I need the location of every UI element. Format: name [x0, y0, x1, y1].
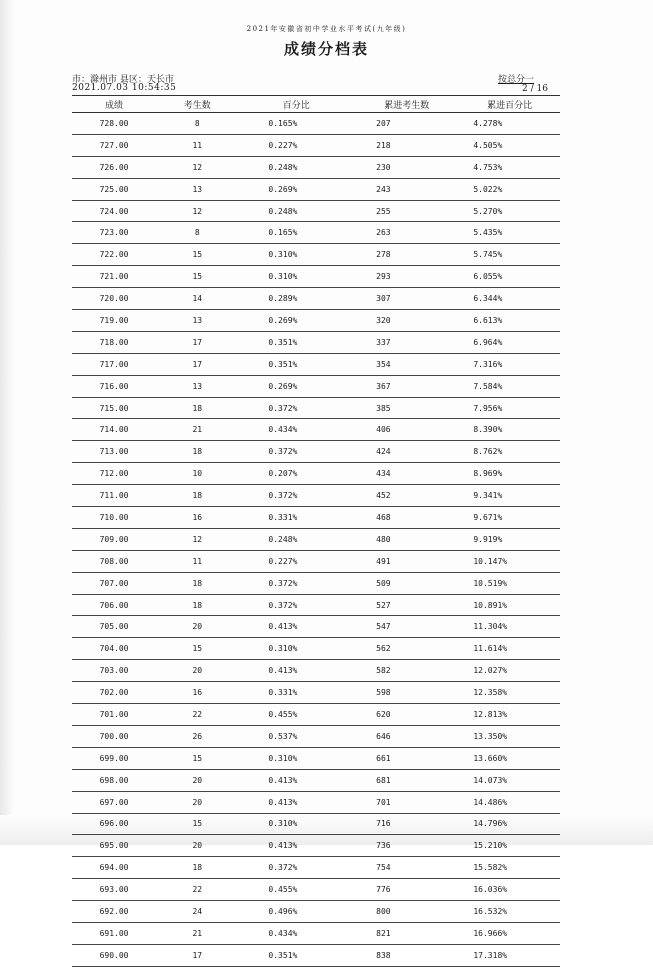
cumulative-count-cell: 207 [354, 113, 459, 135]
count-cell: 17 [156, 944, 238, 966]
score-cell: 703.00 [72, 660, 156, 682]
percent-cell: 0.455% [238, 879, 354, 901]
column-header-percent: 百分比 [238, 96, 354, 113]
score-cell: 700.00 [72, 725, 156, 747]
percent-cell: 0.372% [238, 572, 354, 594]
count-cell: 8 [156, 113, 238, 135]
cumulative-count-cell: 255 [354, 200, 459, 222]
score-cell: 724.00 [72, 200, 156, 222]
cumulative-count-cell: 562 [354, 638, 459, 660]
cumulative-count-cell: 320 [354, 310, 459, 332]
cumulative-percent-cell: 6.055% [459, 266, 560, 288]
table-row [72, 725, 560, 747]
table-row [72, 507, 560, 529]
percent-cell: 0.372% [238, 594, 354, 616]
count-cell: 12 [156, 528, 238, 550]
score-cell: 722.00 [72, 244, 156, 266]
table-row [72, 441, 560, 463]
score-cell: 711.00 [72, 485, 156, 507]
score-cell: 727.00 [72, 134, 156, 156]
percent-cell: 0.289% [238, 288, 354, 310]
count-cell: 18 [156, 572, 238, 594]
score-cell: 728.00 [72, 113, 156, 135]
cumulative-percent-cell: 12.813% [459, 704, 560, 726]
table-row [72, 397, 560, 419]
cumulative-count-cell: 838 [354, 944, 459, 966]
percent-cell: 0.413% [238, 769, 354, 791]
cumulative-percent-cell: 8.762% [459, 441, 560, 463]
percent-cell: 0.269% [238, 375, 354, 397]
score-distribution-table [72, 95, 560, 967]
table-row [72, 331, 560, 353]
count-cell: 15 [156, 244, 238, 266]
cumulative-percent-cell: 6.613% [459, 310, 560, 332]
score-cell: 718.00 [72, 331, 156, 353]
percent-cell: 0.537% [238, 725, 354, 747]
cumulative-count-cell: 243 [354, 178, 459, 200]
count-cell: 21 [156, 419, 238, 441]
page-indicator: 2 / 16 [522, 84, 548, 94]
count-cell: 16 [156, 507, 238, 529]
percent-cell: 0.227% [238, 134, 354, 156]
cumulative-count-cell: 681 [354, 769, 459, 791]
cumulative-percent-cell: 15.582% [459, 857, 560, 879]
count-cell: 20 [156, 791, 238, 813]
score-cell: 702.00 [72, 682, 156, 704]
score-cell: 723.00 [72, 222, 156, 244]
count-cell: 21 [156, 922, 238, 944]
score-cell: 709.00 [72, 528, 156, 550]
score-cell: 695.00 [72, 835, 156, 857]
cumulative-count-cell: 701 [354, 791, 459, 813]
percent-cell: 0.372% [238, 485, 354, 507]
cumulative-percent-cell: 5.270% [459, 200, 560, 222]
score-cell: 698.00 [72, 769, 156, 791]
cumulative-count-cell: 480 [354, 528, 459, 550]
percent-cell: 0.434% [238, 922, 354, 944]
table-row [72, 769, 560, 791]
score-cell: 708.00 [72, 550, 156, 572]
cumulative-percent-cell: 4.753% [459, 156, 560, 178]
cumulative-count-cell: 547 [354, 616, 459, 638]
page-title: 成绩分档表 [283, 40, 369, 58]
score-cell: 712.00 [72, 463, 156, 485]
cumulative-percent-cell: 10.519% [459, 572, 560, 594]
cumulative-count-cell: 661 [354, 747, 459, 769]
table-row [72, 594, 560, 616]
table-header-row [72, 96, 560, 113]
cumulative-percent-cell: 9.671% [459, 507, 560, 529]
table-body [72, 113, 560, 967]
percent-cell: 0.372% [238, 397, 354, 419]
table-row [72, 835, 560, 857]
percent-cell: 0.310% [238, 266, 354, 288]
cumulative-percent-cell: 14.486% [459, 791, 560, 813]
cumulative-count-cell: 800 [354, 901, 459, 923]
score-cell: 694.00 [72, 857, 156, 879]
cumulative-percent-cell: 10.891% [459, 594, 560, 616]
count-cell: 15 [156, 638, 238, 660]
cumulative-count-cell: 646 [354, 725, 459, 747]
cumulative-percent-cell: 7.316% [459, 353, 560, 375]
cumulative-percent-cell: 12.358% [459, 682, 560, 704]
percent-cell: 0.413% [238, 660, 354, 682]
cumulative-percent-cell: 15.210% [459, 835, 560, 857]
percent-cell: 0.413% [238, 835, 354, 857]
count-cell: 18 [156, 397, 238, 419]
cumulative-percent-cell: 6.964% [459, 331, 560, 353]
table-row [72, 375, 560, 397]
score-cell: 714.00 [72, 419, 156, 441]
table-row [72, 419, 560, 441]
count-cell: 15 [156, 747, 238, 769]
cumulative-count-cell: 230 [354, 156, 459, 178]
score-cell: 699.00 [72, 747, 156, 769]
percent-cell: 0.496% [238, 901, 354, 923]
score-cell: 725.00 [72, 178, 156, 200]
percent-cell: 0.310% [238, 638, 354, 660]
table-row [72, 857, 560, 879]
cumulative-count-cell: 263 [354, 222, 459, 244]
count-cell: 18 [156, 485, 238, 507]
table-row [72, 901, 560, 923]
percent-cell: 0.331% [238, 682, 354, 704]
score-cell: 701.00 [72, 704, 156, 726]
table-row [72, 113, 560, 135]
cumulative-count-cell: 468 [354, 507, 459, 529]
count-cell: 8 [156, 222, 238, 244]
cumulative-percent-cell: 8.969% [459, 463, 560, 485]
count-cell: 20 [156, 616, 238, 638]
table-row [72, 922, 560, 944]
percent-cell: 0.269% [238, 178, 354, 200]
count-cell: 13 [156, 310, 238, 332]
percent-cell: 0.413% [238, 616, 354, 638]
column-header-score: 成绩 [72, 96, 156, 113]
cumulative-percent-cell: 7.584% [459, 375, 560, 397]
percent-cell: 0.310% [238, 813, 354, 835]
count-cell: 12 [156, 156, 238, 178]
score-cell: 707.00 [72, 572, 156, 594]
cumulative-count-cell: 582 [354, 660, 459, 682]
cumulative-percent-cell: 17.318% [459, 944, 560, 966]
count-cell: 17 [156, 331, 238, 353]
count-cell: 13 [156, 178, 238, 200]
cumulative-count-cell: 367 [354, 375, 459, 397]
percent-cell: 0.227% [238, 550, 354, 572]
score-cell: 697.00 [72, 791, 156, 813]
percent-cell: 0.269% [238, 310, 354, 332]
percent-cell: 0.248% [238, 156, 354, 178]
count-cell: 11 [156, 134, 238, 156]
cumulative-percent-cell: 9.919% [459, 528, 560, 550]
cumulative-percent-cell: 6.344% [459, 288, 560, 310]
table-row [72, 704, 560, 726]
cumulative-percent-cell: 10.147% [459, 550, 560, 572]
score-cell: 713.00 [72, 441, 156, 463]
cumulative-count-cell: 434 [354, 463, 459, 485]
cumulative-count-cell: 424 [354, 441, 459, 463]
cumulative-percent-cell: 5.435% [459, 222, 560, 244]
count-cell: 18 [156, 441, 238, 463]
table-row [72, 528, 560, 550]
score-cell: 715.00 [72, 397, 156, 419]
score-cell: 726.00 [72, 156, 156, 178]
scan-shadow-left [0, 0, 14, 845]
table-row [72, 572, 560, 594]
table-row [72, 550, 560, 572]
table-row [72, 682, 560, 704]
column-header-cumulative-count: 累进考生数 [354, 96, 459, 113]
percent-cell: 0.310% [238, 244, 354, 266]
table-row [72, 244, 560, 266]
table-row [72, 813, 560, 835]
score-cell: 719.00 [72, 310, 156, 332]
count-cell: 18 [156, 594, 238, 616]
cumulative-percent-cell: 16.036% [459, 879, 560, 901]
cumulative-percent-cell: 16.532% [459, 901, 560, 923]
percent-cell: 0.248% [238, 200, 354, 222]
count-cell: 20 [156, 660, 238, 682]
cumulative-percent-cell: 11.304% [459, 616, 560, 638]
count-cell: 11 [156, 550, 238, 572]
cumulative-count-cell: 736 [354, 835, 459, 857]
table-row [72, 200, 560, 222]
score-cell: 717.00 [72, 353, 156, 375]
count-cell: 20 [156, 835, 238, 857]
cumulative-count-cell: 821 [354, 922, 459, 944]
score-cell: 721.00 [72, 266, 156, 288]
table-row [72, 156, 560, 178]
count-cell: 18 [156, 857, 238, 879]
cumulative-percent-cell: 8.390% [459, 419, 560, 441]
cumulative-count-cell: 452 [354, 485, 459, 507]
count-cell: 10 [156, 463, 238, 485]
cumulative-percent-cell: 13.660% [459, 747, 560, 769]
cumulative-count-cell: 354 [354, 353, 459, 375]
score-cell: 704.00 [72, 638, 156, 660]
cumulative-count-cell: 527 [354, 594, 459, 616]
percent-cell: 0.351% [238, 944, 354, 966]
count-cell: 22 [156, 879, 238, 901]
column-header-count: 考生数 [156, 96, 238, 113]
table-row [72, 266, 560, 288]
percent-cell: 0.331% [238, 507, 354, 529]
percent-cell: 0.207% [238, 463, 354, 485]
count-cell: 12 [156, 200, 238, 222]
table-row [72, 463, 560, 485]
percent-cell: 0.165% [238, 113, 354, 135]
cumulative-percent-cell: 12.027% [459, 660, 560, 682]
count-cell: 26 [156, 725, 238, 747]
sort-mode-label: 按总分一 [498, 75, 535, 85]
score-cell: 716.00 [72, 375, 156, 397]
count-cell: 14 [156, 288, 238, 310]
cumulative-count-cell: 278 [354, 244, 459, 266]
cumulative-percent-cell: 16.966% [459, 922, 560, 944]
cumulative-percent-cell: 5.745% [459, 244, 560, 266]
score-cell: 705.00 [72, 616, 156, 638]
percent-cell: 0.351% [238, 353, 354, 375]
percent-cell: 0.372% [238, 857, 354, 879]
percent-cell: 0.413% [238, 791, 354, 813]
column-header-cumulative-percent: 累进百分比 [459, 96, 560, 113]
table-row [72, 638, 560, 660]
table-row [72, 134, 560, 156]
count-cell: 15 [156, 266, 238, 288]
cumulative-count-cell: 716 [354, 813, 459, 835]
table-row [72, 310, 560, 332]
score-cell: 706.00 [72, 594, 156, 616]
table-row [72, 616, 560, 638]
cumulative-percent-cell: 9.341% [459, 485, 560, 507]
percent-cell: 0.351% [238, 331, 354, 353]
score-cell: 691.00 [72, 922, 156, 944]
table-row [72, 747, 560, 769]
score-cell: 720.00 [72, 288, 156, 310]
table-row [72, 660, 560, 682]
count-cell: 16 [156, 682, 238, 704]
cumulative-count-cell: 406 [354, 419, 459, 441]
cumulative-percent-cell: 14.073% [459, 769, 560, 791]
cumulative-count-cell: 754 [354, 857, 459, 879]
table-row [72, 791, 560, 813]
cumulative-count-cell: 293 [354, 266, 459, 288]
cumulative-count-cell: 218 [354, 134, 459, 156]
percent-cell: 0.310% [238, 747, 354, 769]
percent-cell: 0.434% [238, 419, 354, 441]
count-cell: 22 [156, 704, 238, 726]
score-cell: 710.00 [72, 507, 156, 529]
score-cell: 690.00 [72, 944, 156, 966]
table-row [72, 879, 560, 901]
cumulative-percent-cell: 13.350% [459, 725, 560, 747]
cumulative-percent-cell: 4.278% [459, 113, 560, 135]
table-row [72, 288, 560, 310]
cumulative-count-cell: 385 [354, 397, 459, 419]
percent-cell: 0.455% [238, 704, 354, 726]
score-cell: 696.00 [72, 813, 156, 835]
table-row [72, 222, 560, 244]
location-info: 市：滁州市 县区：天长市 [72, 75, 174, 85]
cumulative-count-cell: 509 [354, 572, 459, 594]
score-cell: 692.00 [72, 901, 156, 923]
table-row [72, 178, 560, 200]
percent-cell: 0.372% [238, 441, 354, 463]
cumulative-count-cell: 307 [354, 288, 459, 310]
score-cell: 693.00 [72, 879, 156, 901]
count-cell: 24 [156, 901, 238, 923]
count-cell: 15 [156, 813, 238, 835]
cumulative-count-cell: 491 [354, 550, 459, 572]
count-cell: 17 [156, 353, 238, 375]
cumulative-count-cell: 776 [354, 879, 459, 901]
cumulative-count-cell: 337 [354, 331, 459, 353]
cumulative-count-cell: 620 [354, 704, 459, 726]
table-row [72, 485, 560, 507]
count-cell: 13 [156, 375, 238, 397]
table-row [72, 944, 560, 966]
cumulative-count-cell: 598 [354, 682, 459, 704]
print-datetime: 2021.07.03 10:54:35 [72, 83, 177, 93]
count-cell: 20 [156, 769, 238, 791]
cumulative-percent-cell: 5.022% [459, 178, 560, 200]
percent-cell: 0.248% [238, 528, 354, 550]
cumulative-percent-cell: 11.614% [459, 638, 560, 660]
table-row [72, 353, 560, 375]
cumulative-percent-cell: 4.505% [459, 134, 560, 156]
cumulative-percent-cell: 14.796% [459, 813, 560, 835]
percent-cell: 0.165% [238, 222, 354, 244]
cumulative-percent-cell: 7.956% [459, 397, 560, 419]
exam-supertitle: 2021年安徽省初中学业水平考试(九年级) [246, 25, 407, 33]
